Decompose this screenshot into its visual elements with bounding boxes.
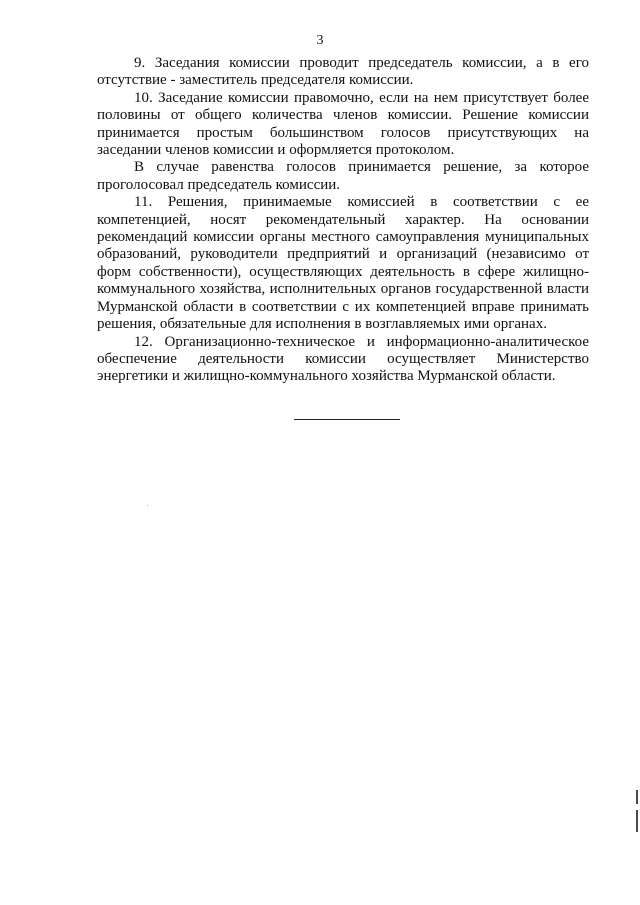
paragraph-tie-vote: В случае равенства голосов принимается решение, за которое проголосовал председатель комиссии. — [97, 159, 589, 193]
paragraph-12: 12. Организационно-техническое и информационно-аналитическое обеспечение деятельности комиссии осуществляет Министерство энергетики и жилищно-коммунального хозяйства Мурманской области. — [97, 333, 589, 385]
paragraph-9: 9. Заседания комиссии проводит председатель комиссии, а в его отсутствие - заместитель председателя комиссии. — [97, 55, 589, 89]
end-separator-line — [294, 419, 400, 420]
scan-edge-mark — [636, 790, 638, 804]
paragraph-10: 10. Заседание комиссии правомочно, если на нем присутствует более половины от общего количества членов комиссии. Решение комиссии принимается простым большинством голосов присутствующих на заседании членов комиссии и оформляется протоколом. — [97, 89, 589, 159]
scan-edge-mark — [636, 810, 638, 832]
paragraph-11: 11. Решения, принимаемые комиссией в соответствии с ее компетенцией, носят рекомендательный характер. На основании рекомендаций комиссии органы местного самоуправления муниципальных образований, руководители предприятий и организаций (независимо от форм собственности), осуществляющих деятельность в сфере жилищно-коммунального хозяйства, исполнительных органов государственной власти Мурманской области в соответствии с их компетенцией вправе принимать решения, обязательные для исполнения в возглавляемых ими органах. — [97, 194, 589, 333]
scan-speck — [147, 505, 148, 506]
document-body — [97, 55, 589, 386]
page-number: 3 — [316, 33, 324, 48]
